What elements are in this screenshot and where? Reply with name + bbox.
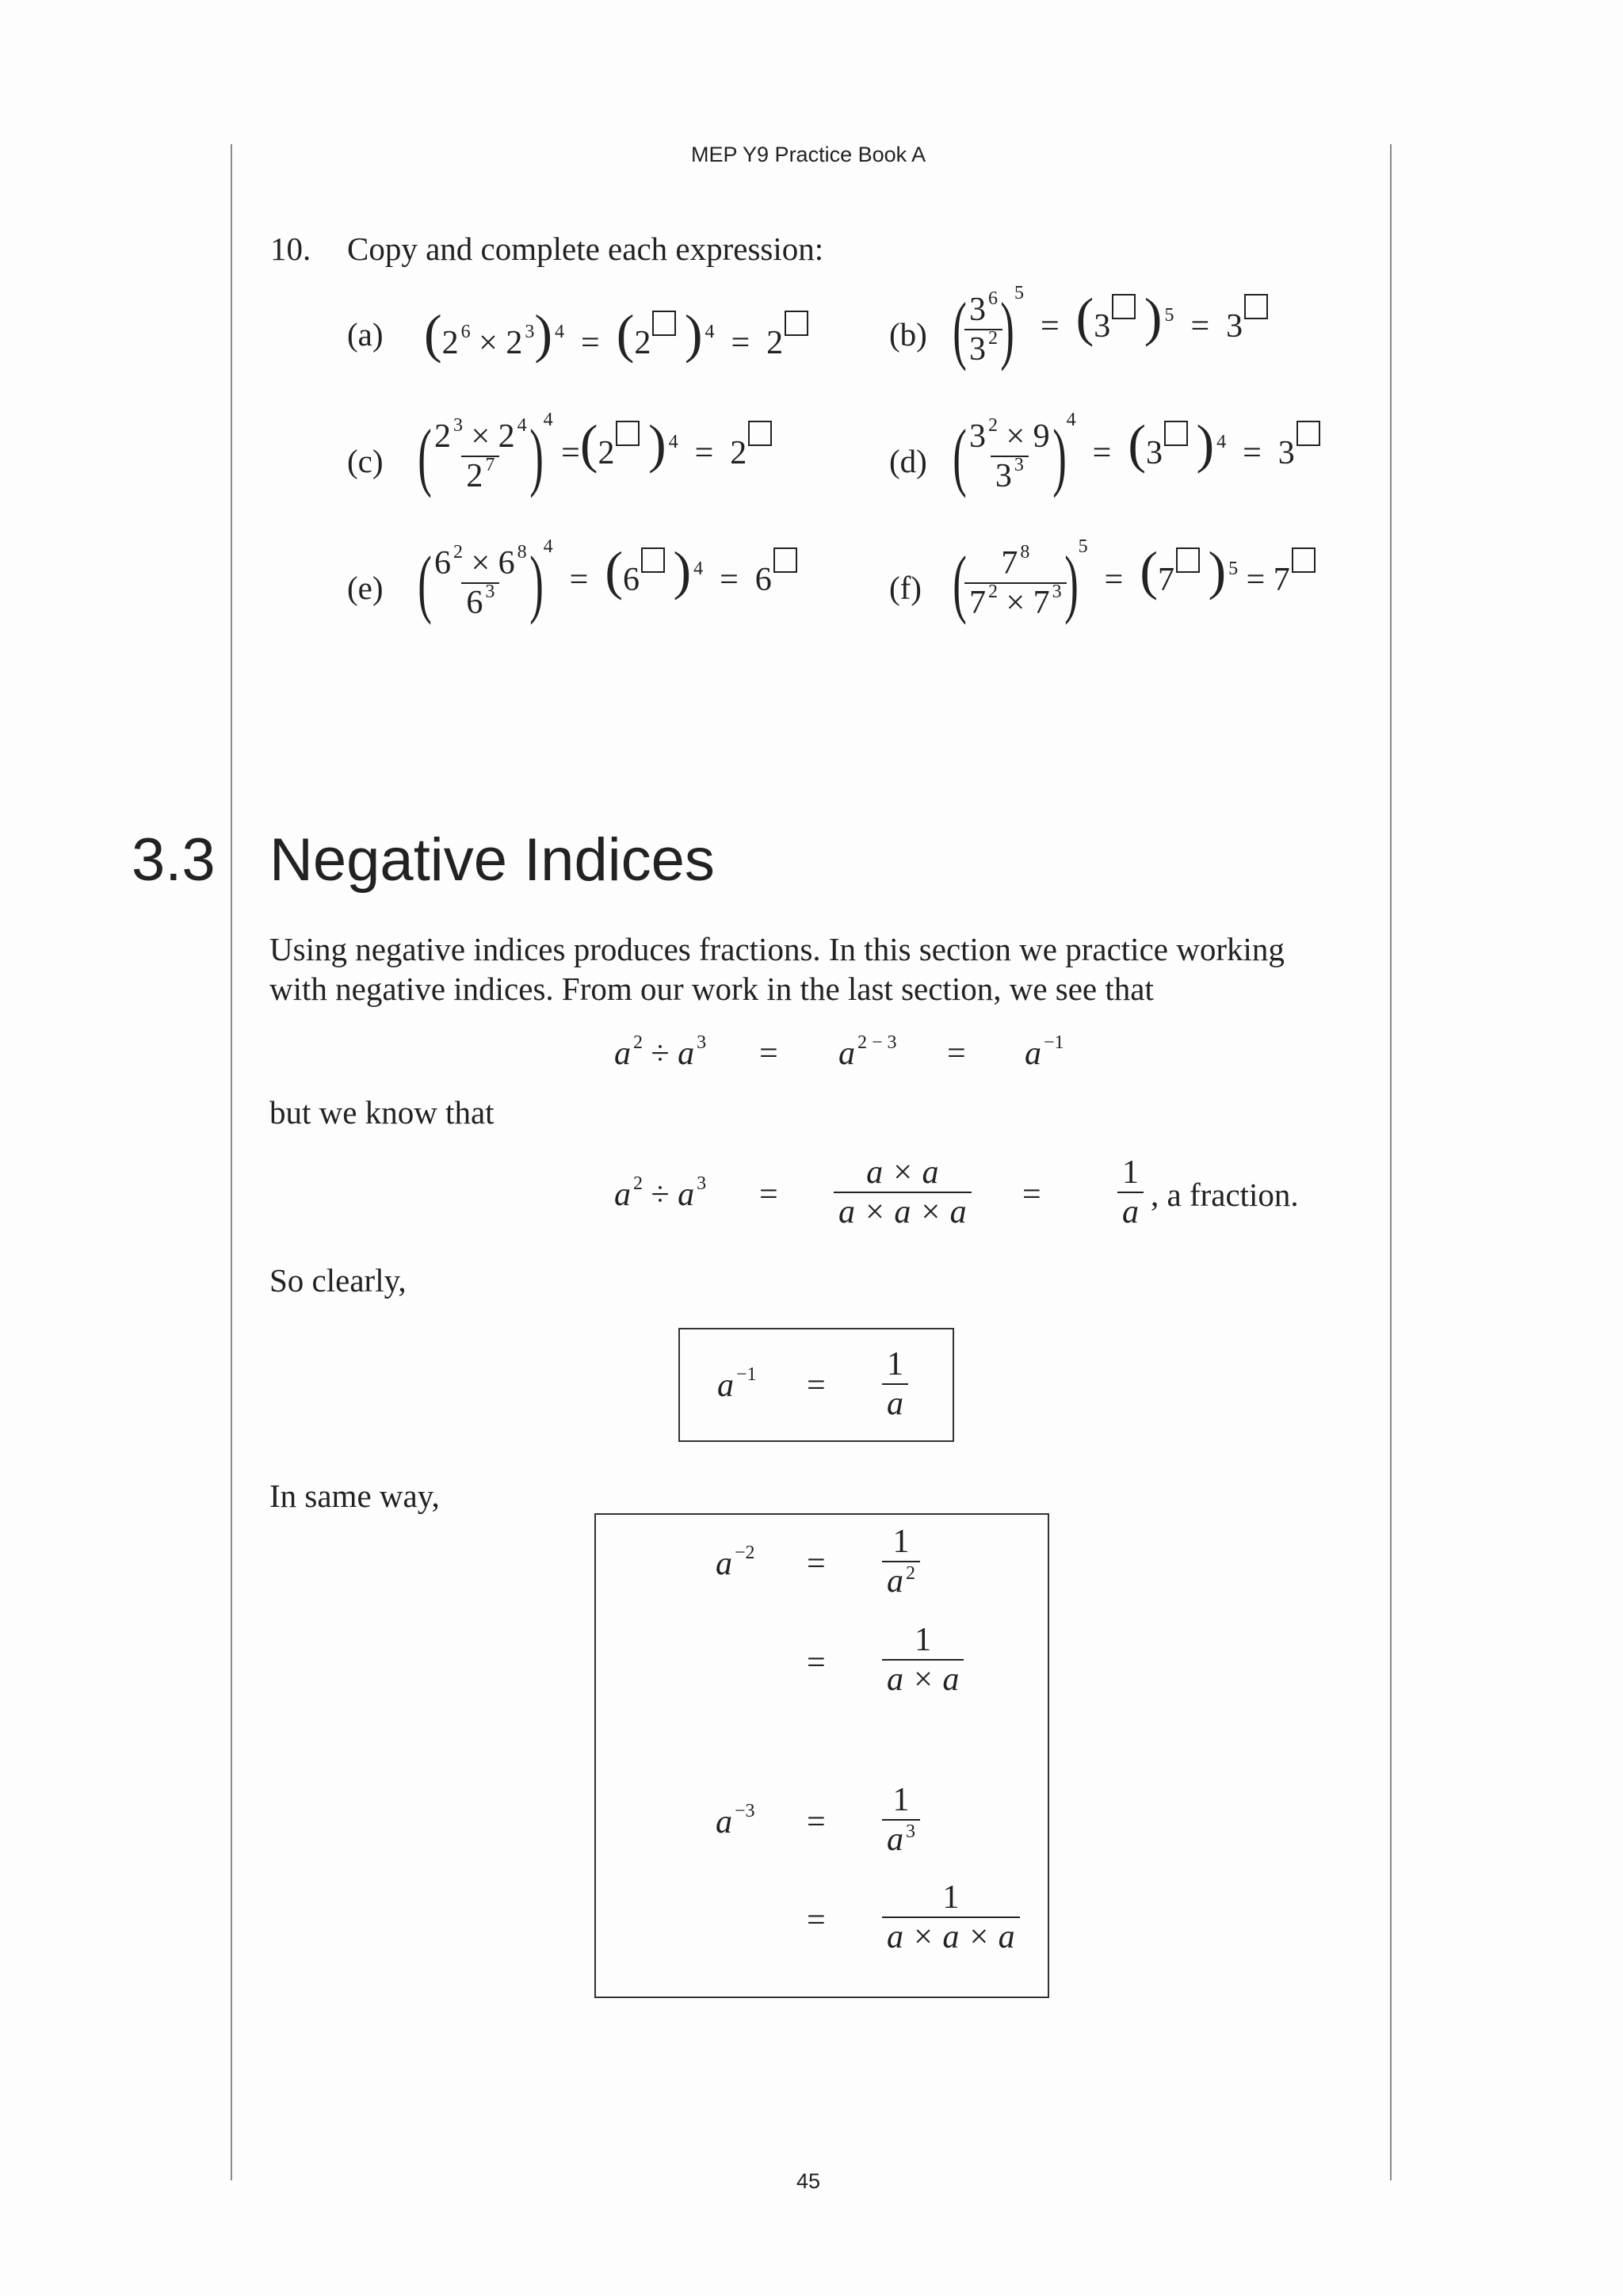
part-label-e: (e) bbox=[347, 570, 384, 606]
box-a-minus-2-expanded: $\frac{1}{a \times a}$ bbox=[882, 1621, 964, 1699]
box-a-minus-1-lhs: a $^{-1}$ bbox=[717, 1364, 757, 1404]
equals-sign: = bbox=[807, 1902, 826, 1939]
expression-f: ( $\frac{7 ^8}{7 ^2 \times 7 ^3}$ )$^5$ = (7 ) $^5$ = 7 bbox=[955, 539, 1316, 627]
equals-sign: = bbox=[947, 1035, 966, 1072]
answer-box bbox=[1112, 294, 1136, 319]
expression-c: ( $\frac{2 ^3 \times 2 ^4}{2 ^7}$ )$^4$ =(2 ) $^4$ = 2 bbox=[420, 412, 772, 500]
expression-a: (2 $^6$ × 2 $^3$) $^4$ = (2 ) $^4$ = 2 bbox=[424, 304, 808, 367]
running-header: MEP Y9 Practice Book A bbox=[691, 143, 926, 166]
equation-index-law: a $^2$ ÷ a $^3$ bbox=[614, 1032, 707, 1072]
question-instruction: Copy and complete each expression: bbox=[347, 231, 824, 267]
box-a-minus-3-expanded: $\frac{1}{a \times a \times a}$ bbox=[882, 1878, 1020, 1956]
question-number: 10. bbox=[270, 231, 311, 267]
box-a-minus-3-rhs: $\frac{1}{a ^3}$ bbox=[882, 1781, 920, 1859]
intro-line-2: with negative indices. From our work in the last section, we see that bbox=[269, 971, 1154, 1007]
answer-box bbox=[1244, 294, 1268, 319]
a-fraction-text: , a fraction. bbox=[1151, 1177, 1299, 1213]
equation-fraction-mid: $\frac{a \times a}{a \times a \times a}$ bbox=[834, 1154, 972, 1231]
right-margin-rule bbox=[1390, 144, 1392, 2180]
equation-fraction-lhs: a $^2$ ÷ a $^3$ bbox=[614, 1173, 707, 1213]
expression-b: ( $\frac{3 ^6}{3 ^2}$ )$^5$ = (3 ) $^5$ = 3 bbox=[955, 285, 1268, 373]
answer-box bbox=[1292, 547, 1316, 573]
equation-fraction-rhs: $\frac{1}{a}$ bbox=[1117, 1154, 1144, 1231]
equals-sign: = bbox=[1022, 1177, 1041, 1213]
equals-sign: = bbox=[807, 1804, 826, 1840]
answer-box bbox=[652, 311, 676, 336]
equals-sign: = bbox=[807, 1367, 826, 1404]
page-number: 45 bbox=[796, 2169, 821, 2193]
part-label-a: (a) bbox=[347, 316, 384, 353]
answer-box bbox=[641, 547, 665, 573]
box-a-minus-2-lhs: a $^{-2}$ bbox=[716, 1543, 755, 1582]
part-label-f: (f) bbox=[889, 570, 922, 606]
equation-index-law-result: a $^{-1}$ bbox=[1025, 1032, 1064, 1072]
section-number: 3.3 bbox=[132, 826, 216, 894]
equals-sign: = bbox=[807, 1645, 826, 1681]
box-a-minus-2-rhs: $\frac{1}{a ^2}$ bbox=[882, 1523, 920, 1600]
answer-box bbox=[1296, 421, 1320, 446]
equals-sign: = bbox=[807, 1546, 826, 1582]
part-label-c: (c) bbox=[347, 443, 384, 479]
so-clearly-text: So clearly, bbox=[269, 1262, 407, 1299]
expression-e: ( $\frac{6 ^2 \times 6 ^8}{6 ^3}$ )$^4$ = (6 ) $^4$ = 6 bbox=[420, 539, 797, 627]
in-same-way-text: In same way, bbox=[269, 1478, 440, 1514]
answer-box bbox=[1176, 547, 1200, 573]
part-label-d: (d) bbox=[889, 443, 927, 479]
answer-box bbox=[785, 311, 808, 336]
section-title: Negative Indices bbox=[269, 826, 715, 894]
equals-sign: = bbox=[759, 1035, 778, 1072]
answer-box bbox=[773, 547, 797, 573]
box-a-minus-1-rhs: $\frac{1}{a}$ bbox=[882, 1345, 908, 1423]
answer-box bbox=[748, 421, 772, 446]
equation-index-law-mid: a $^{2 - 3}$ bbox=[838, 1032, 897, 1072]
answer-box bbox=[1164, 421, 1188, 446]
expression-d: ( $\frac{3 ^2 \times 9}{3 ^3}$ )$^4$ = (3 ) $^4$ = 3 bbox=[955, 412, 1320, 500]
but-we-know-text: but we know that bbox=[269, 1094, 495, 1131]
answer-box bbox=[616, 421, 640, 446]
part-label-b: (b) bbox=[889, 316, 927, 353]
equals-sign: = bbox=[759, 1177, 778, 1213]
box-a-minus-3-lhs: a $^{-3}$ bbox=[716, 1801, 755, 1840]
left-margin-rule bbox=[231, 144, 232, 2180]
intro-line-1: Using negative indices produces fractions. In this section we practice working bbox=[269, 931, 1285, 967]
